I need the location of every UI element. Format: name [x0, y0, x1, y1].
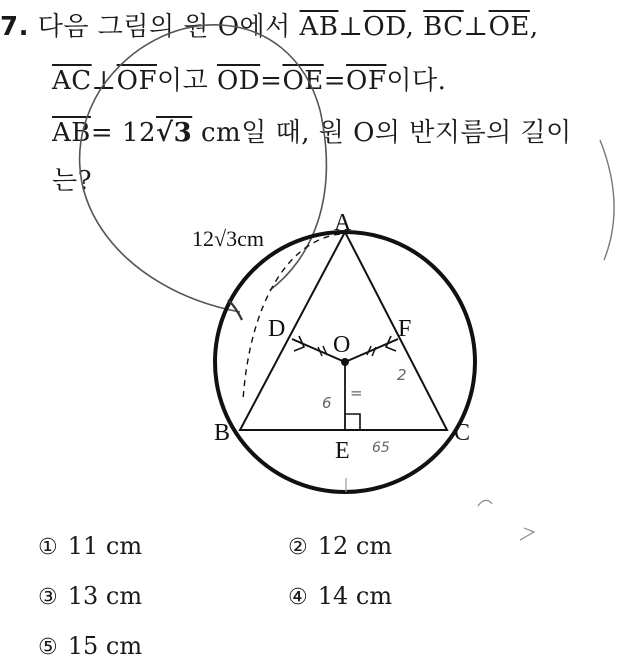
segment-of: $\overline{OF}$	[346, 66, 387, 96]
segment-ab: $\overline{AB}$	[299, 12, 339, 42]
choice-5[interactable]	[38, 632, 142, 660]
segment-od: $\overline{OD}$	[216, 66, 261, 96]
perp-symbol: ⊥	[463, 12, 489, 42]
comma: ,	[529, 12, 539, 42]
choice-4[interactable]	[288, 582, 392, 610]
choice-5-mark: ⑤	[38, 635, 58, 660]
point-c-label: C	[454, 420, 471, 446]
center-dot	[341, 358, 349, 366]
question-text-1: 다음 그림의 원 O에서	[37, 12, 300, 42]
choice-4-mark: ④	[288, 585, 308, 610]
point-b-label: B	[214, 420, 231, 446]
choice-2-mark: ②	[288, 535, 308, 560]
pencil-mark-1	[478, 500, 492, 506]
segment-oe: $\overline{OE}$	[282, 66, 324, 96]
choice-3[interactable]	[38, 582, 142, 610]
right-angle-e	[345, 414, 360, 430]
handwritten-equals: =	[350, 384, 363, 402]
right-angle-f	[386, 336, 396, 351]
choice-2-text: 12 cm	[317, 532, 393, 560]
point-a-label: A	[334, 210, 352, 236]
right-angle-d	[294, 336, 304, 351]
segment-oe: $\overline{OE}$	[488, 12, 530, 42]
question-text-2: 이고	[156, 66, 217, 96]
perp-symbol: ⊥	[338, 12, 364, 42]
choice-3-text: 13 cm	[67, 582, 143, 610]
equals: =	[260, 66, 283, 96]
segment-od: $\overline{OD}$	[363, 12, 406, 42]
choice-3-mark: ③	[38, 585, 58, 610]
handwritten-six: 6	[322, 394, 332, 412]
question-number: 7.	[0, 12, 29, 42]
equals: =	[323, 66, 347, 96]
side-length-label: 12√3cm	[192, 226, 264, 251]
point-f-label: F	[398, 316, 412, 342]
point-o-label: O	[333, 332, 351, 358]
pencil-mark-2	[520, 528, 534, 540]
point-e-label: E	[335, 438, 350, 464]
question-text-3: 이다.	[386, 66, 447, 96]
segment-of: $\overline{OF}$	[116, 66, 157, 96]
segment-ac: $\overline{AC}$	[52, 66, 92, 96]
handwritten-65: 65	[372, 440, 390, 456]
pencil-loop	[80, 25, 327, 312]
point-d-label: D	[268, 316, 286, 342]
perp-symbol: ⊥	[91, 66, 117, 96]
question-text-4: cm일 때, 원 O의 반지름의 길이	[192, 118, 572, 148]
length-value: = 12	[90, 118, 157, 148]
choice-1-mark: ①	[38, 535, 58, 560]
handwritten-two: 2	[397, 366, 407, 384]
segment-bc: $\overline{BC}$	[423, 12, 464, 42]
choice-1-text: 11 cm	[67, 532, 143, 560]
segment-ab: $\overline{AB}$	[52, 118, 91, 148]
segment-of-line	[345, 339, 398, 362]
choice-4-text: 14 cm	[317, 582, 393, 610]
dashed-arc-ab	[243, 234, 340, 400]
sqrt-three: √3	[156, 118, 193, 148]
comma: ,	[405, 12, 424, 42]
choice-2[interactable]	[288, 532, 392, 560]
pencil-arc-right	[600, 140, 614, 260]
choice-1[interactable]	[38, 532, 142, 560]
choice-5-text: 15 cm	[67, 632, 143, 660]
question-text-5: 는?	[52, 166, 93, 196]
